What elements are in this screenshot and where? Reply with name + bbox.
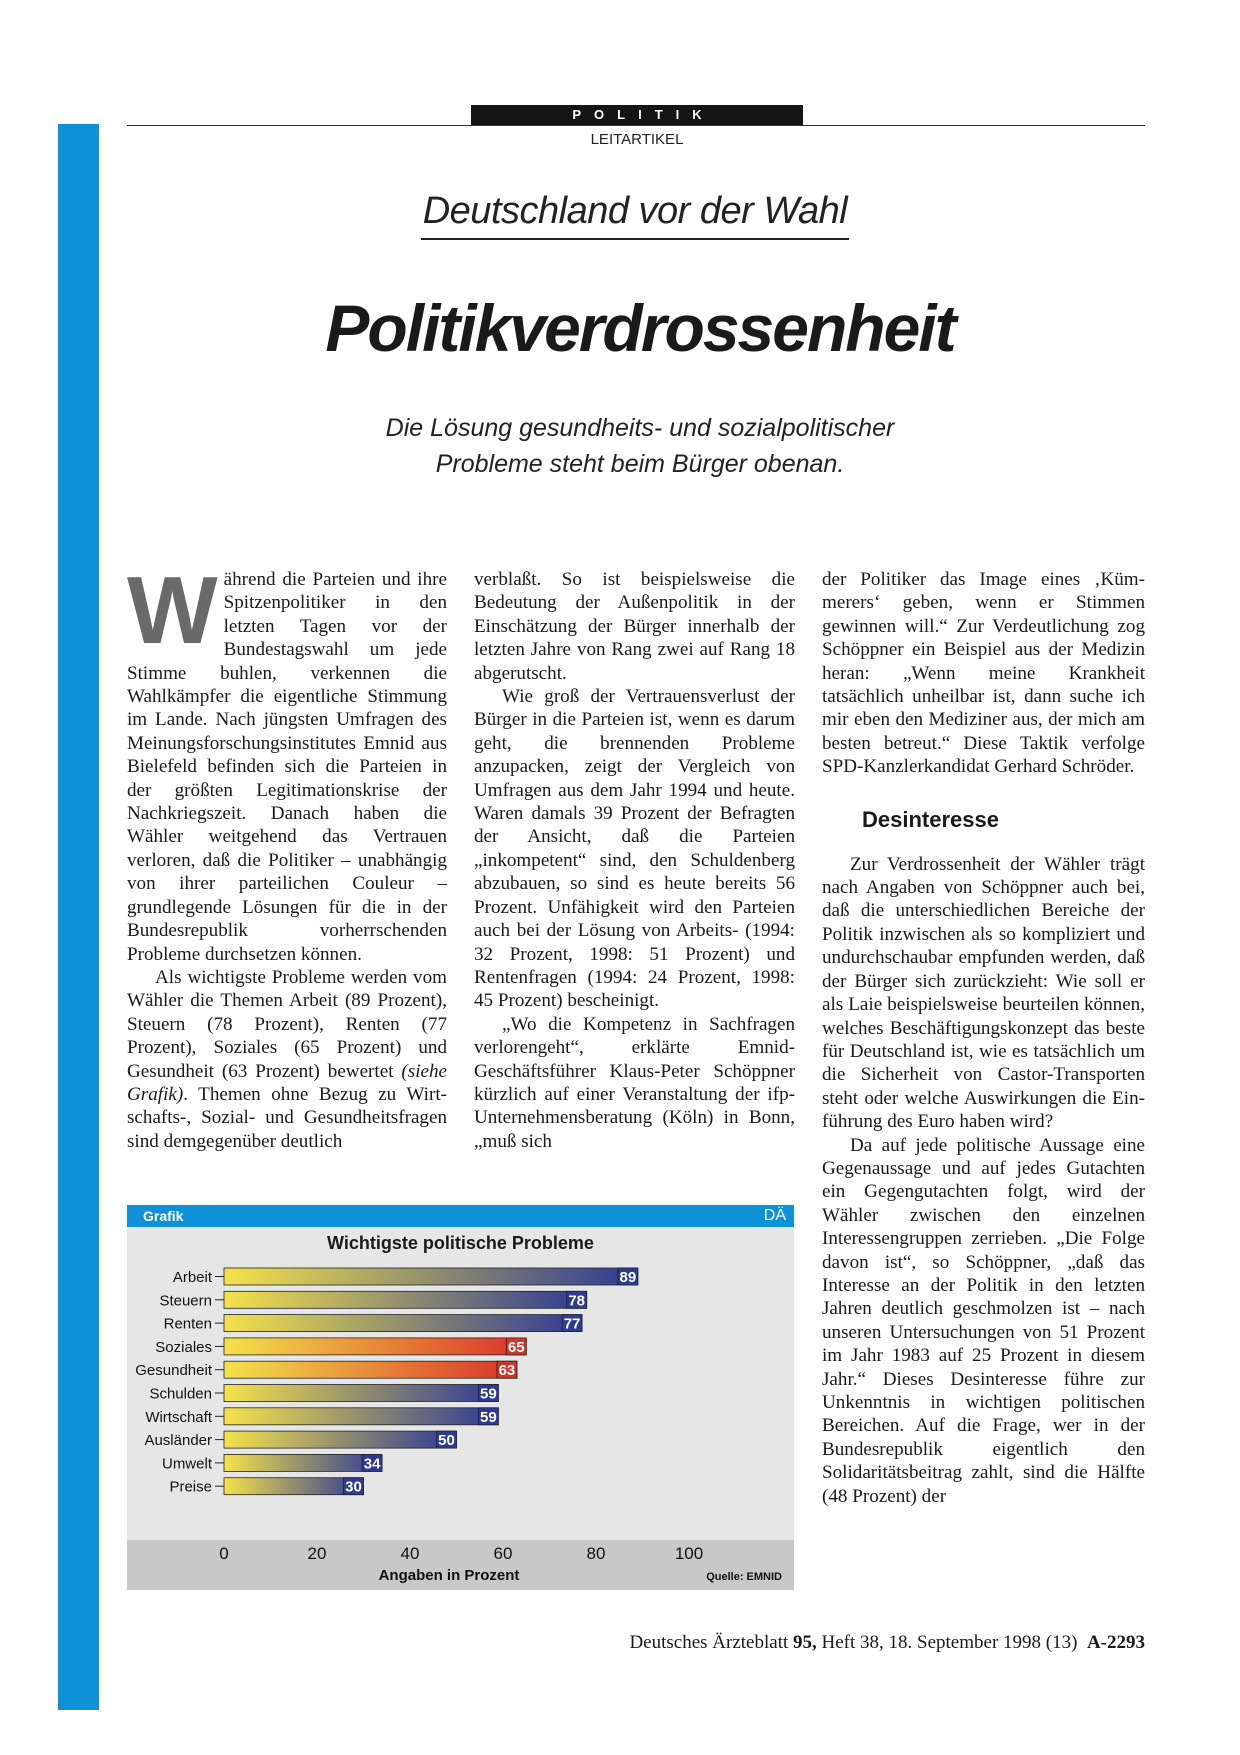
category-label: Schulden (149, 1385, 212, 1403)
issue-info: Heft 38, 18. September 1998 (13) (821, 1632, 1078, 1653)
column-3 (822, 568, 1145, 1508)
category-label: Ausländer (144, 1432, 212, 1450)
brand-logo: DÄ (763, 1207, 786, 1224)
paragraph: Zur Verdrossenheit der Wähler trägt nach Angaben von Schöppner auch bei, daß die unterschiedlichen Bereiche der Politik inzwischen als so kompliziert und undurchschaubar empfunden werden, daß der Bürger sich zurückzieht: Wie soll er als Laie beispielsweise beurteilen können, welches Beschäftigungskonzept das beste für Deutschland ist, wie es tatsächlich um die Sicherheit von Castor-Transporten steht oder welche Auswirkungen die Einführung des Euro haben wird? (822, 853, 1145, 1133)
category-label: Soziales (155, 1338, 212, 1356)
page-footer (500, 1632, 1145, 1654)
category-label: Arbeit (172, 1269, 212, 1286)
bar (224, 1431, 457, 1448)
bar (224, 1478, 364, 1495)
paragraph-text: Als wichtigste Probleme werden vom Wähler die Themen Arbeit (89 Prozent), Steuern (78 Prozent), Renten (77 Prozent), Soziales (65 Prozent) und Gesundheit (63 Prozent) bewertet (127, 966, 447, 1082)
bar (224, 1315, 582, 1332)
kicker (300, 190, 970, 233)
paragraph: „Wo die Kompetenz in Sachfragen verlorengeht“, erklärte Emnid-Geschäftsführer Klaus-Peter Schöppner kürzlich auf einer Veranstaltung der ifp-Unternehmensberatung (Köln) in Bonn, „muß sich (474, 1013, 795, 1152)
subsection-label: LEITARTIKEL (590, 131, 684, 148)
paragraph: der Politiker das Image eines ‚Kümmerers‘ geben, wenn er Stimmen gewinnen will.“ Zur Verdeutlichung zog Schöppner ein Beispiel aus der Medizin heran: „Wenn meine Krankheit tatsächlich unheilbar ist, dann suche ich mir eben den Mediziner aus, der mich am besten betreut.“ Diese Taktik verfolge SPD-Kanzlerkandidat Gerhard Schröder. (822, 569, 1145, 778)
category-label: Preise (169, 1478, 212, 1496)
paragraph (127, 966, 447, 1153)
category-label: Renten (163, 1315, 212, 1333)
data-label: 78 (568, 1292, 586, 1310)
chart-box (127, 1205, 794, 1590)
paragraph (127, 557, 447, 966)
subheading: Desinteresse (862, 806, 999, 832)
paragraph-text: . Themen ohne Bezug zu Wirtschafts-, Sozial- und Gesundheitsfragen sind demgegenüber deutlich (127, 1083, 447, 1152)
dek (300, 410, 980, 482)
paragraph: Da auf jede politische Aussage eine Gegenaussage und auf jedes Gutachten ein Gegengutachten folgt, wird der Wähler zwischen den einzelnen Interessengruppen zerrieben. „Die Folge davon ist“, so Schöppner, „daß das Interesse an der Politik in den letzten Jahren deutlich geschmolzen ist – nach unseren Untersuchungen von 51 Prozent im Jahr 1983 auf 25 Prozent in diesem Jahr.“ Dieses Desinteresse führe zur Unkenntnis in wichtigen politischen Bereichen. Auf die Frage, wer in der Bundesrepublik eigentlich den Solidaritätsbeitrag zahlt, sind die Hälfte (48 Prozent) der (822, 1134, 1145, 1507)
kicker-text: Deutschland vor der Wahl (421, 190, 850, 240)
data-label: 59 (480, 1408, 497, 1426)
data-label: 65 (507, 1338, 525, 1356)
x-tick-label: 100 (674, 1544, 704, 1563)
category-label: Umwelt (161, 1455, 212, 1473)
x-tick-label: 60 (493, 1544, 513, 1563)
data-label: 30 (345, 1478, 362, 1496)
bar (224, 1268, 638, 1285)
bar (224, 1291, 587, 1308)
paragraph: Wie groß der Vertrauensverlust der Bürger in die Parteien ist, wenn es darum geht, die brennenden Probleme anzupacken, zeigt der Vergleich von Umfragen aus dem Jahr 1994 und heute. Waren damals 39 Prozent der Befragten der Ansicht, daß die Parteien „inkompetent“ sind, den Schuldenberg abzubauen, so sind es heute bereits 56 Prozent. Unfähigkeit wird den Parteien auch bei der Lösung von Arbeits- (1994: 32 Prozent, 1998: 51 Prozent) und Rentenfragen (1994: 24 Prozent, 1998: 45 Prozent) bescheinigt. (474, 686, 795, 1012)
category-label: Wirtschaft (145, 1408, 212, 1426)
data-label: 63 (498, 1362, 516, 1380)
drop-cap: W (127, 557, 218, 664)
bar (224, 1361, 517, 1378)
paragraph-text: ährend die Parteien und ihre Spitzenpolitiker in den letzten Tagen vor der Bundestagswahl um jede Stimme buhlen, verkennen die Wahlkämpfer die eigentliche Stimmung im Lande. Nach jüngsten Umfragen des Meinungsforschungsinstitutes Emnid aus Bielefeld befinden sich die Parteien in der größten Legitimationskrise der Nachkriegszeit. Danach haben die Wähler weitgehend das Vertrauen verloren, daß die Politiker – unabhängig von ihrer parteilichen Couleur – grundlegende Lösungen für die in der Bundesrepublik vorherrschenden Probleme durchsetzen können. (127, 569, 447, 965)
x-axis-label: Angaben in Prozent (378, 1567, 520, 1584)
category-label: Gesundheit (135, 1362, 212, 1380)
column-2 (474, 568, 795, 1153)
top-rule (127, 125, 1145, 126)
chart-reference: (siehe Grafik) (127, 1060, 447, 1105)
chart-source: Quelle: EMNID (706, 1571, 782, 1583)
bar (224, 1338, 526, 1355)
journal-volume: 95, (793, 1632, 817, 1653)
category-label: Steuern (159, 1292, 212, 1310)
dek-line-1: Die Lösung gesundheits- und sozialpolitischer (385, 414, 895, 442)
dek-line-2: Probleme steht beim Bürger obenan. (435, 450, 845, 478)
data-label: 50 (438, 1432, 455, 1450)
data-label: 59 (480, 1385, 497, 1403)
page-number: A-2293 (1086, 1632, 1145, 1653)
paragraph: verblaßt. So ist beispielsweise die Bedeutung der Außenpolitik in der Einschätzung der Bürger innerhalb der letzten Jahre von Rang zwei auf Rang 18 abgerutscht. (474, 569, 795, 684)
bar (224, 1385, 498, 1402)
x-tick-label: 0 (219, 1544, 229, 1563)
left-color-bar (58, 124, 99, 1710)
x-tick-label: 20 (307, 1544, 327, 1563)
bar (224, 1454, 382, 1471)
data-label: 89 (619, 1269, 637, 1286)
data-label: 34 (363, 1455, 381, 1473)
headline: Politikverdrossenheit (325, 291, 955, 365)
chart-box-label: Grafik (143, 1208, 184, 1224)
section-label: POLITIK (471, 105, 803, 125)
x-tick-label: 40 (400, 1544, 420, 1563)
column-1 (127, 557, 447, 1153)
bar-chart (127, 1205, 794, 1590)
bar (224, 1408, 498, 1425)
data-label: 77 (563, 1315, 581, 1333)
journal-name: Deutsches Ärzteblatt (629, 1632, 789, 1653)
chart-title: Wichtigste politische Probleme (327, 1233, 594, 1253)
x-tick-label: 80 (586, 1544, 606, 1563)
